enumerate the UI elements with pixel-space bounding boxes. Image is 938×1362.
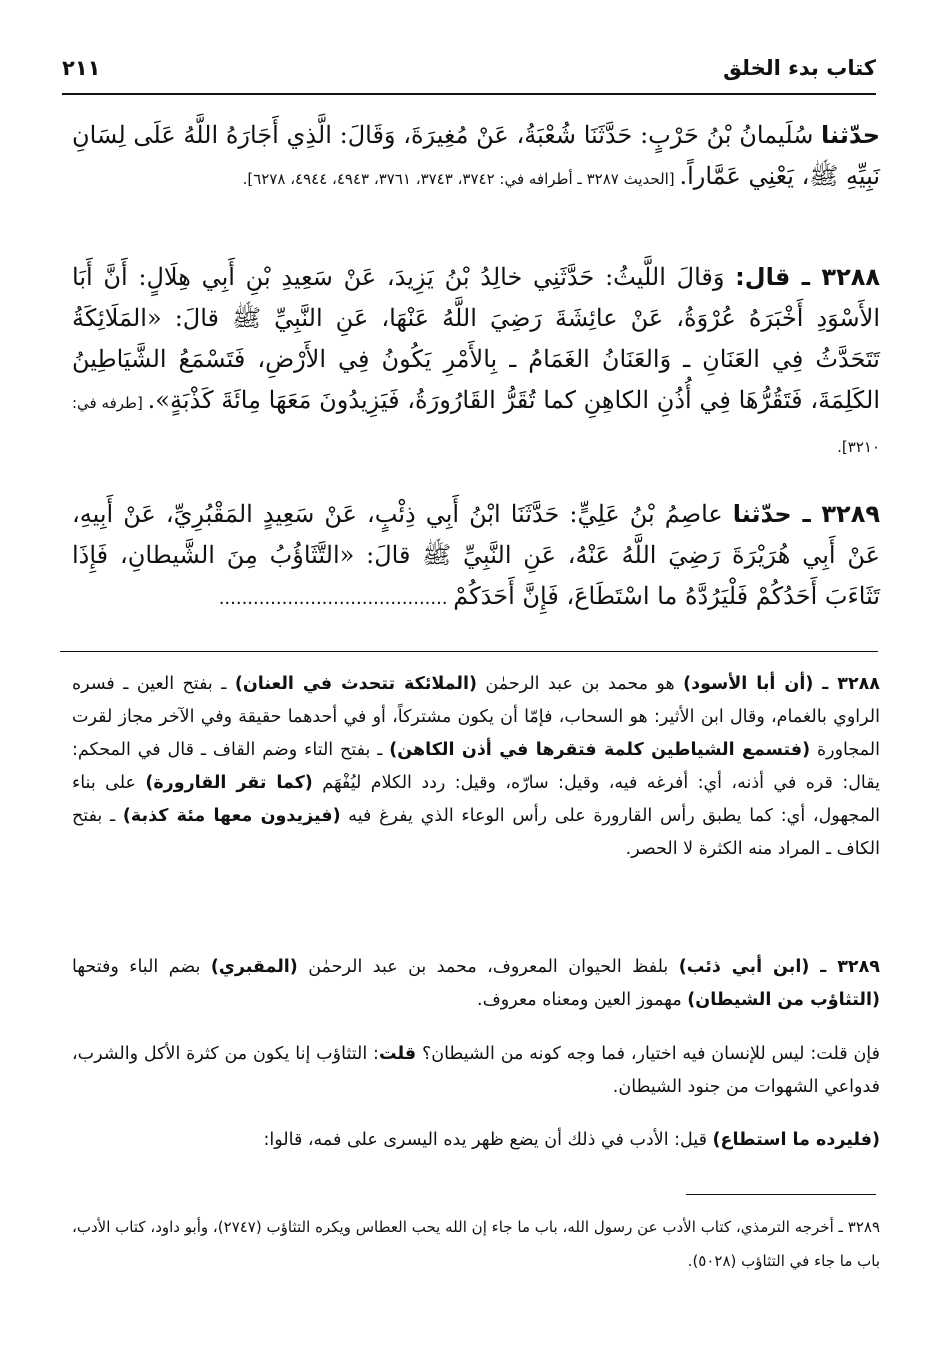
commentary-3288 — [72, 668, 880, 866]
commentary-text: مهموز العين ومعناه معروف. — [477, 990, 688, 1010]
commentary-quote: (كما تقر القارورة) — [145, 773, 313, 793]
commentary-text: هو محمد بن عبد الرحمٰن — [476, 674, 684, 694]
commentary-quote: (التثاؤب من الشيطان) — [687, 990, 880, 1010]
commentary-quote: (المقبري) — [210, 957, 298, 977]
commentary-question — [72, 1038, 880, 1104]
commentary-last — [72, 1124, 880, 1157]
commentary-3289 — [72, 951, 880, 1017]
chapter-title: كتاب بدء الخلق — [723, 56, 876, 80]
hadith-paragraph-3288 — [72, 257, 880, 468]
commentary-text: فإن قلت: ليس للإنسان فيه اختيار، فما وجه كونه من الشيطان؟ — [416, 1044, 880, 1064]
footnote-divider — [686, 1194, 876, 1195]
commentary-text: قيل: الأدب في ذلك أن يضع ظهر يده اليسرى على فمه، قالوا: — [263, 1130, 713, 1150]
hadith-paragraph-3289 — [72, 494, 880, 619]
footnote: ٣٢٨٩ ـ أخرجه الترمذي، كتاب الأدب عن رسول الله، باب ما جاء إن الله يحب العطاس ويكره التثاؤب (٢٧٤٧)، وأبو داود، كتاب الأدب، باب ما جاء في التثاؤب (٥٠٢٨). — [72, 1218, 881, 1270]
commentary-text: ـ بفتح التاء وضم القاف ـ قال في المحكم: يقال: قره في أذنه، أي: أفرغه فيه، وقيل: سارّه، وقيل: ردد الكلام ليُفْهَم — [72, 740, 880, 793]
commentary-text: : التثاؤب إنا يكون من كثرة الأكل والشرب، فدواعي الشهوات من جنود الشيطان. — [72, 1044, 880, 1097]
hadith-text: وَقالَ اللَّيثُ: حَدَّثَنِي خالِدُ بْنُ يَزِيدَ، عَنْ سَعِيدِ بْنِ أَبِي هِلَالٍ: أَنَّ أَبَا الأَسْوَدِ أَخْبَرَهُ عُرْوَةُ، عَنْ عائِشَةَ رَضِيَ اللَّهُ عَنْهَا، عَنِ النَّبِيِّ ﷺ قالَ: «المَلَائِكَةُ تَتَحَدَّثُ فِي العَنَانِ ـ وَالعَنَانُ الغَمَامُ ـ بِالأَمْرِ يَكُونُ فِي الأَرْضِ، فَتَسْمَعُ الشَّيَاطِينُ الكَلِمَةَ، فَتَقُرُّهَا فِي أُذُنِ الكاهِنِ كما تُقَرُّ القَارُورَةُ، فَيَزِيدُونَ مَعَهَا مِائَةَ كَذْبَةٍ». — [72, 263, 880, 414]
commentary-number: ٣٢٨٨ ـ — [813, 674, 880, 694]
hadith-lead: حدّثنا — [821, 121, 880, 149]
hadith-lead: ٣٢٨٨ ـ قال: — [735, 263, 881, 291]
hadith-text: سُلَيمانُ بْنُ حَرْبٍ: حَدَّثَنَا شُعْبَةُ، عَنْ مُغِيرَةَ، وَقَالَ: الَّذِي أَجَارَهُ اللَّهُ عَلَى لِسَانِ نَبِيِّهِ ﷺ، يَعْنِي عَمَّاراً. — [72, 121, 880, 190]
commentary-quote: (فيزيدون معها مئة كذبة) — [122, 806, 341, 826]
commentary-quote: (فتسمع الشياطين كلمة فتقرها في أذن الكاهن) — [389, 740, 811, 760]
hadith-paragraph-a — [72, 115, 880, 200]
commentary-number: ٣٢٨٩ ـ — [809, 957, 880, 977]
page-header — [62, 56, 876, 80]
commentary-quote: (أن أبا الأسود) — [683, 674, 814, 694]
commentary-text: بضم الباء وفتحها — [72, 957, 211, 977]
commentary-text: على بناء المجهول، أي: كما يطبق رأس القارورة على رأس الوعاء الذي يفرغ فيه — [72, 773, 881, 826]
commentary-answer-marker: قلت — [378, 1044, 417, 1064]
hadith-reference: [طرفه في: ٣٢١٠]. — [72, 394, 880, 456]
commentary-text: بلفظ الحيوان المعروف، محمد بن عبد الرحمٰن — [297, 957, 679, 977]
hadith-lead: ٣٢٨٩ ـ حدّثنا — [732, 500, 880, 528]
commentary-divider — [60, 651, 878, 652]
commentary-quote: (فليرده ما استطاع) — [712, 1130, 880, 1150]
continuation-dots: ........................................ — [218, 588, 454, 609]
commentary-text: ـ بفتح العين ـ فسره الراوي بالغمام، وقال ابن الأثير: هو السحاب، فإمّا أن يكون مشتركاً، أو في أحدهما حقيقة وفي الآخر مجاز لقرت المجاورة — [72, 674, 880, 760]
commentary-quote: (الملائكة تتحدث في العنان) — [234, 674, 477, 694]
hadith-text: عاصِمُ بْنُ عَلِيٍّ: حَدَّثَنَا ابْنُ أَبِي ذِئْبٍ، عَنْ سَعِيدٍ المَقْبُرِيِّ، عَنْ أَبِيهِ، عَنْ أَبِي هُرَيْرَةَ رَضِيَ اللَّهُ عَنْهُ، عَنِ النَّبِيِّ ﷺ قالَ: «التَّثَاؤُبُ مِنَ الشَّيطانِ، فَإِذَا تَثَاءَبَ أَحَدُكُمْ فَلْيَرُدَّهُ ما اسْتَطَاعَ، فَإِنَّ أَحَدَكُمْ — [72, 500, 880, 610]
hadith-reference: [الحديث ٣٢٨٧ ـ أطرافه في: ٣٧٤٢، ٣٧٤٣، ٣٧٦١، ٤٩٤٣، ٤٩٤٤، ٦٢٧٨]. — [242, 170, 680, 188]
commentary-quote: (ابن أبي ذئب) — [678, 957, 810, 977]
header-divider — [62, 93, 876, 95]
commentary-text: ـ بفتح الكاف ـ المراد منه الكثرة لا الحصر. — [72, 806, 880, 859]
page-number: ٢١١ — [62, 56, 101, 80]
